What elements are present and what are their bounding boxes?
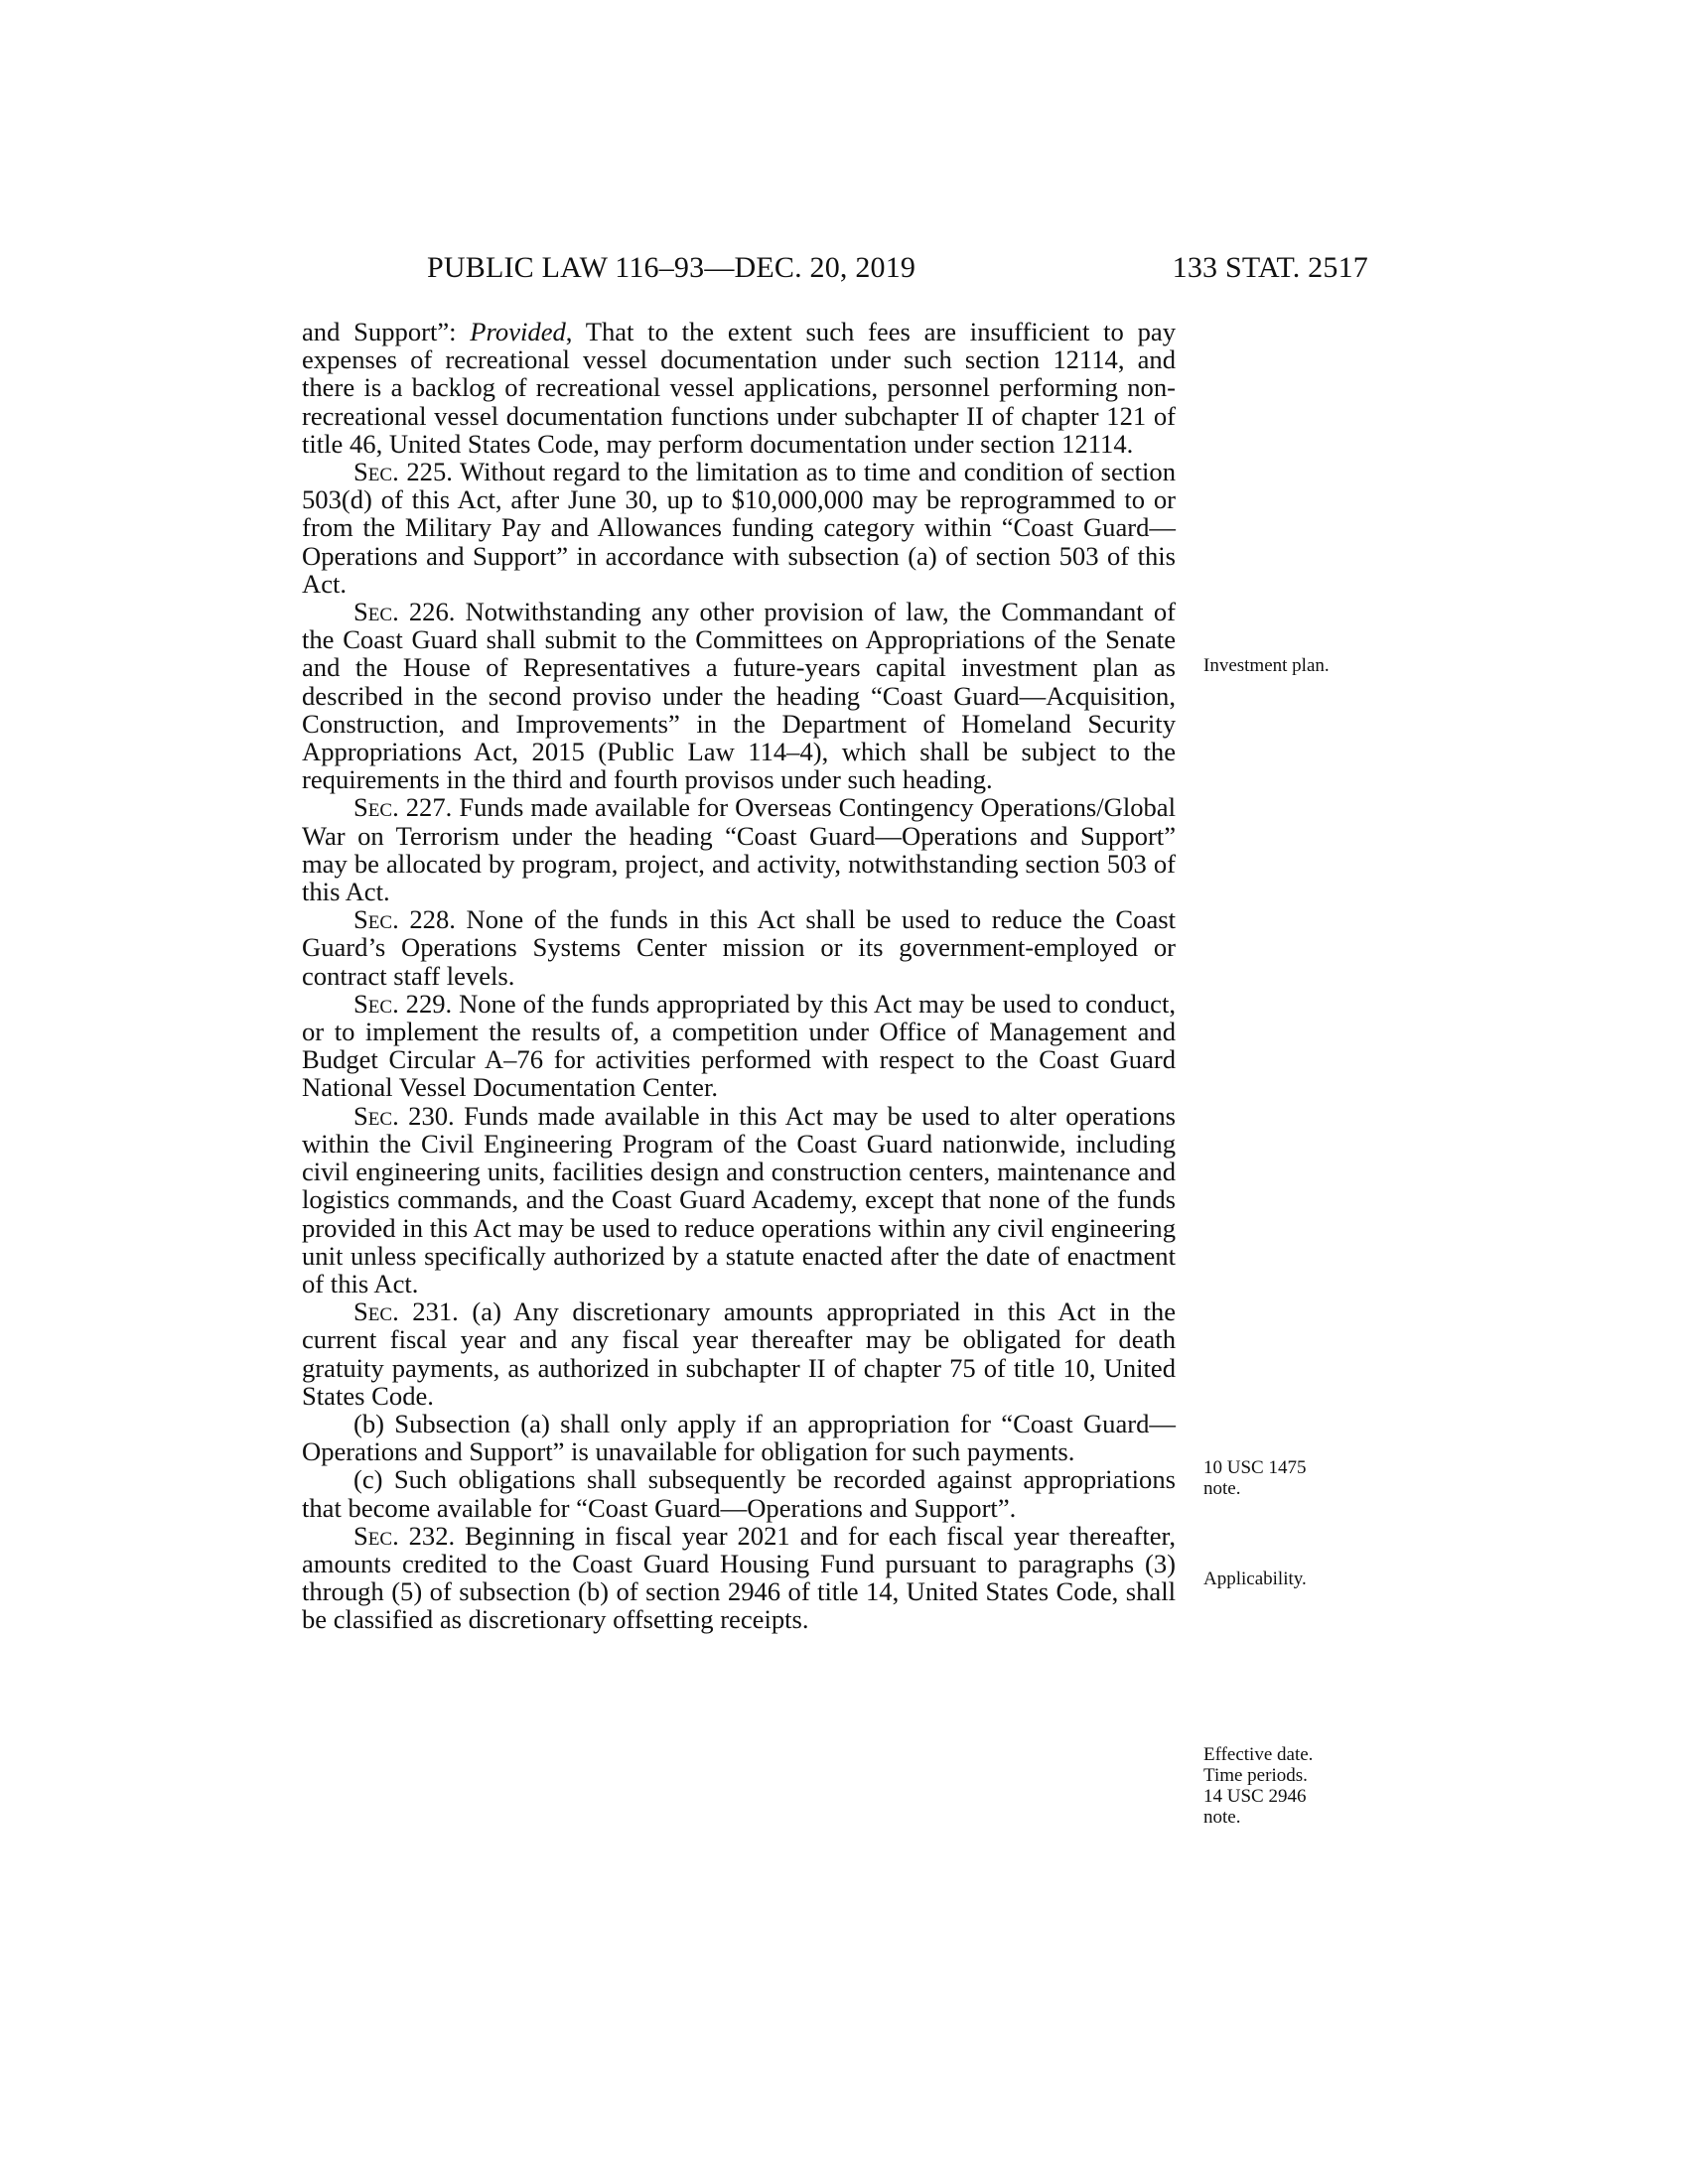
margin-note-10-usc-1475 xyxy=(1203,1457,1372,1499)
section-231-b: (b) Subsection (a) shall only apply if an appropriation for “Coast Guard—Operations and Support” is unavailable for obligation for such payments. xyxy=(302,1408,1176,1467)
margin-note-line: 14 USC 2946 xyxy=(1203,1786,1307,1807)
proviso-emphasis: Provided xyxy=(470,317,566,346)
sec-label: Sec. xyxy=(353,988,399,1019)
statute-page-number: 133 STAT. 2517 xyxy=(1172,251,1368,284)
section-text: 226. Notwithstanding any other provision of law, the Commandant of the Coast Guard shall submit to the Committees on Appropriations of the Senate and the House of Representatives a future-years capital investment plan as described in the second proviso under the heading “Coast Guard—Acquisition, Construction, and Improvements” in the Department of Homeland Security Appropriations Act, 2015 (Public Law 114–4), which shall be subject to the requirements in the third and fourth provisos under such heading. xyxy=(302,597,1176,795)
section-text: 227. Funds made available for Overseas Contingency Operations/Global War on Terrorism under the heading “Coast Guard—Operations and Support” may be allocated by program, project, and activity, notwithstanding section 503 of this Act. xyxy=(302,792,1176,907)
section-232 xyxy=(302,1522,1176,1634)
margin-note-line: note. xyxy=(1203,1807,1241,1828)
sec-label: Sec. xyxy=(353,1297,399,1327)
text-run: and Support”: xyxy=(302,317,471,346)
body-text xyxy=(302,318,1176,1634)
section-text: 229. None of the funds appropriated by this Act may be used to conduct, or to implement the results of, a competition under Office of Management and Budget Circular A–76 for activities performed with respect to the Coast Guard National Vessel Documentation Center. xyxy=(302,988,1176,1103)
margin-note-applicability: Applicability. xyxy=(1203,1569,1307,1589)
public-law-title: PUBLIC LAW 116–93—DEC. 20, 2019 xyxy=(427,251,916,284)
sec-label: Sec. xyxy=(353,597,399,627)
section-text: 232. Beginning in fiscal year 2021 and for each fiscal year thereafter, amounts credited to the Coast Guard Housing Fund pursuant to paragraphs (3) through (5) of subsection (b) of section 2946 of title 14, United States Code, shall be classified as discretionary offsetting receipts. xyxy=(302,1520,1176,1635)
margin-note-effective-date xyxy=(1203,1744,1372,1828)
section-text: 231. (a) Any discretionary amounts appropriated in this Act in the current fiscal year and any fiscal year thereafter may be obligated for death gratuity payments, as authorized in subchapter II of chapter 75 of title 10, United States Code. xyxy=(302,1297,1176,1411)
text-run: , That to the extent such fees are insufficient to pay expenses of recreational vessel documentation under such section 12114, and there is a backlog of recreational vessel applications, personnel performing non-recreational vessel documentation functions under subchapter II of chapter 121 of title 46, United States Code, may perform documentation under section 12114. xyxy=(302,317,1176,459)
margin-note-investment-plan: Investment plan. xyxy=(1203,655,1330,676)
sec-label: Sec. xyxy=(353,1520,399,1551)
margin-note-line: 10 USC 1475 xyxy=(1203,1457,1307,1478)
running-head xyxy=(298,248,1368,288)
sec-label: Sec. xyxy=(353,904,399,935)
section-text: 228. None of the funds in this Act shall be used to reduce the Coast Guard’s Operations Systems Center mission or its government-employed or contract staff levels. xyxy=(302,904,1176,991)
paragraph-continuation xyxy=(302,318,1176,458)
sec-label: Sec. xyxy=(353,457,399,487)
sec-label: Sec. xyxy=(353,1100,399,1131)
section-text: 230. Funds made available in this Act may be used to alter operations within the Civil Engineering Program of the Coast Guard nationwide, including civil engineering units, facilities design and construction centers, maintenance and logistics commands, and the Coast Guard Academy, except that none of the funds provided in this Act may be used to reduce operations within any civil engineering unit unless specifically authorized by a statute enacted after the date of enactment of this Act. xyxy=(302,1100,1176,1298)
section-text: 225. Without regard to the limitation as to time and condition of section 503(d) of this Act, after June 30, up to $10,000,000 may be reprogrammed to or from the Military Pay and Allowances funding category within “Coast Guard—Operations and Support” in accordance with subsection (a) of section 503 of this Act. xyxy=(302,457,1176,599)
section-231-a xyxy=(302,1297,1176,1410)
section-227 xyxy=(302,793,1176,905)
section-231-c: (c) Such obligations shall subsequently be recorded against appropriations that become available for “Coast Guard—Operations and Support”. xyxy=(302,1464,1176,1523)
margin-note-line: Effective date. xyxy=(1203,1744,1314,1765)
section-230 xyxy=(302,1102,1176,1297)
margin-note-line: Time periods. xyxy=(1203,1765,1308,1786)
sec-label: Sec. xyxy=(353,792,399,823)
section-229 xyxy=(302,990,1176,1102)
section-226 xyxy=(302,598,1176,793)
section-225 xyxy=(302,458,1176,598)
margin-note-line: note. xyxy=(1203,1478,1241,1499)
section-228 xyxy=(302,905,1176,990)
